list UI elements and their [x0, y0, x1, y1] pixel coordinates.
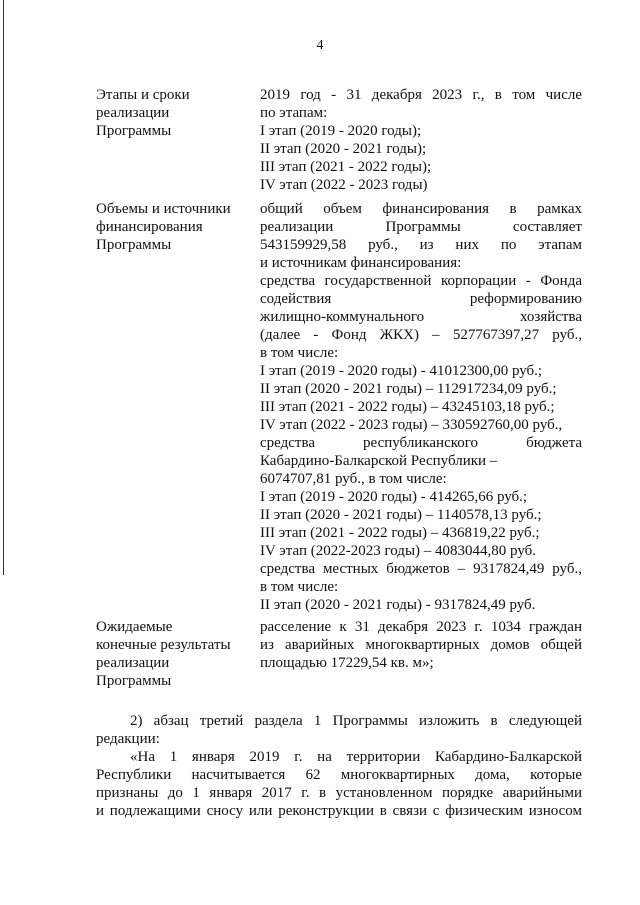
paragraph-line: «На 1 января 2019 г. на территории Кабардино-Балкарской	[130, 749, 582, 765]
value-line: 2019 год - 31 декабря 2023 г., в том числе	[260, 87, 582, 103]
value-line: I этап (2019 - 2020 годы);	[260, 123, 422, 139]
label-line: Программы	[96, 673, 172, 689]
quoted-paragraph	[96, 748, 582, 820]
value-line: (далее - Фонд ЖКХ) – 527767397,27 руб.,	[260, 327, 582, 343]
value-line: содействия реформированию	[260, 291, 582, 307]
value-line: IV этап (2022-2023 годы) – 4083044,80 руб.	[260, 543, 536, 559]
paragraph-line: признаны до 1 января 2017 г. в установленном порядке аварийными	[96, 785, 582, 801]
value-line: жилищно-коммунального хозяйства	[260, 309, 582, 325]
paragraph-line: 2) абзац третий раздела 1 Программы изложить в следующей	[130, 713, 582, 729]
label-line: финансирования	[96, 219, 203, 235]
value-line: реализации Программы составляет	[260, 219, 582, 235]
label-line: реализации	[96, 655, 170, 671]
label-line: Ожидаемые	[96, 619, 173, 635]
value-line: II этап (2020 - 2021 годы) – 112917234,09 руб.;	[260, 381, 557, 397]
row-label	[96, 86, 246, 140]
row-value	[260, 86, 582, 194]
value-line: I этап (2019 - 2020 годы) - 41012300,00 руб.;	[260, 363, 543, 379]
label-line: Этапы и сроки	[96, 87, 190, 103]
value-line: и источникам финансирования:	[260, 255, 462, 271]
value-line: площадью 17229,54 кв. м»;	[260, 655, 434, 671]
value-line: II этап (2020 - 2021 годы) - 9317824,49 руб.	[260, 597, 536, 613]
value-line: III этап (2021 - 2022 годы) – 43245103,18 руб.;	[260, 399, 555, 415]
label-line: Объемы и источники	[96, 201, 231, 217]
value-line: средства местных бюджетов – 9317824,49 руб.,	[260, 561, 582, 577]
row-value	[260, 200, 582, 614]
label-line: Программы	[96, 237, 172, 253]
value-line: II этап (2020 - 2021 годы) – 1140578,13 руб.;	[260, 507, 542, 523]
row-label	[96, 200, 246, 254]
value-line: средства республиканского бюджета	[260, 435, 582, 451]
value-line: II этап (2020 - 2021 годы);	[260, 141, 427, 157]
value-line: IV этап (2022 - 2023 годы) – 330592760,00 руб.,	[260, 417, 563, 433]
value-line: из аварийных многоквартирных домов общей	[260, 637, 582, 653]
value-line: 6074707,81 руб., в том числе:	[260, 471, 447, 487]
value-line: расселение к 31 декабря 2023 г. 1034 граждан	[260, 619, 582, 635]
value-line: по этапам:	[260, 105, 328, 121]
page-number: 4	[316, 38, 324, 53]
value-line: IV этап (2022 - 2023 годы)	[260, 177, 428, 193]
label-line: реализации	[96, 105, 170, 121]
value-line: общий объем финансирования в рамках	[260, 201, 582, 217]
value-line: Кабардино-Балкарской Республики –	[260, 453, 498, 469]
value-line: III этап (2021 - 2022 годы);	[260, 159, 432, 175]
value-line: III этап (2021 - 2022 годы) – 436819,22 руб.;	[260, 525, 540, 541]
paragraph-line: и подлежащими сносу или реконструкции в связи с физическим износом	[96, 803, 582, 819]
paragraph-line: Республики насчитывается 62 многоквартирных дома, которые	[96, 767, 582, 783]
paragraph-line: редакции:	[96, 731, 160, 747]
value-line: в том числе:	[260, 579, 339, 595]
value-line: 543159929,58 руб., из них по этапам	[260, 237, 582, 253]
scan-left-border	[3, 0, 4, 575]
label-line: конечные результаты	[96, 637, 231, 653]
value-line: в том числе:	[260, 345, 339, 361]
value-line: I этап (2019 - 2020 годы) - 414265,66 руб.;	[260, 489, 528, 505]
amendment-item-2	[96, 712, 582, 748]
row-label	[96, 618, 246, 690]
label-line: Программы	[96, 123, 172, 139]
row-value	[260, 618, 582, 672]
value-line: средства государственной корпорации - Фонда	[260, 273, 582, 289]
